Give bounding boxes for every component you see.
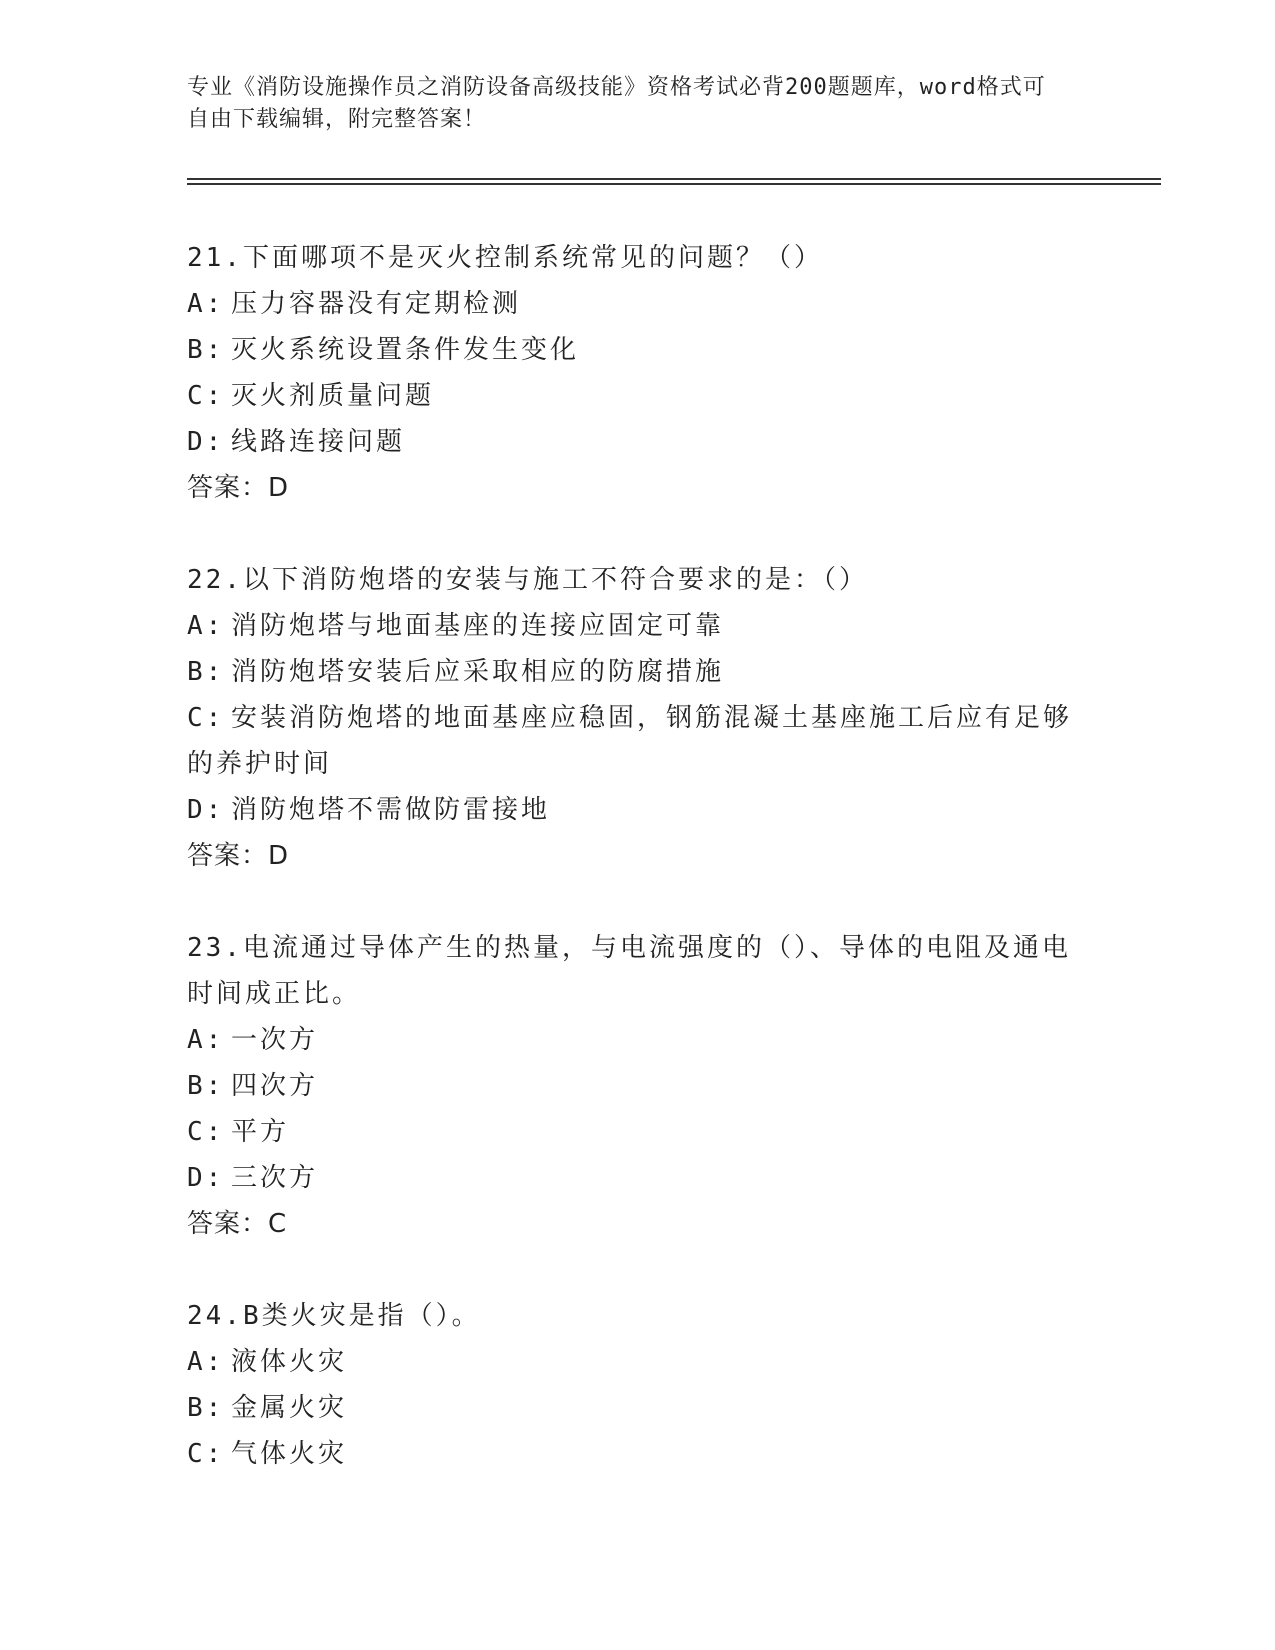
option-label: D: — [187, 427, 225, 457]
option-label: D: — [187, 795, 225, 825]
question-23 — [187, 925, 1087, 1247]
option-text: 灭火剂质量问题 — [231, 381, 435, 411]
option-label: B: — [187, 335, 225, 365]
question-text: 23.电流通过导体产生的热量，与电流强度的（）、导体的电阻及通电时间成正比。 — [187, 933, 1071, 1009]
option-label: B: — [187, 1071, 225, 1101]
option-text: 平方 — [231, 1117, 290, 1147]
option-d — [187, 419, 1087, 465]
question-text: 22.以下消防炮塔的安装与施工不符合要求的是：（） — [187, 565, 868, 595]
option-text: 一次方 — [231, 1025, 319, 1055]
option-text: 灭火系统设置条件发生变化 — [231, 335, 580, 365]
option-text: 消防炮塔不需做防雷接地 — [231, 795, 551, 825]
option-text: 气体火灾 — [231, 1439, 348, 1469]
answer: 答案：D — [187, 473, 290, 503]
answer: 答案：D — [187, 841, 290, 871]
option-d — [187, 787, 1087, 833]
question-list — [187, 235, 1087, 1523]
option-label: A: — [187, 1347, 225, 1377]
option-d — [187, 1155, 1087, 1201]
option-label: D: — [187, 1163, 225, 1193]
option-label: A: — [187, 611, 225, 641]
header-divider-top — [187, 178, 1161, 180]
question-text: 24.B类火灾是指（）。 — [187, 1301, 481, 1331]
option-a — [187, 1017, 1087, 1063]
option-text: 线路连接问题 — [231, 427, 406, 457]
option-b — [187, 327, 1087, 373]
header-divider-bottom — [187, 183, 1161, 185]
answer: 答案：C — [187, 1209, 288, 1239]
option-b — [187, 1063, 1087, 1109]
option-c — [187, 1109, 1087, 1155]
option-text: 金属火灾 — [231, 1393, 348, 1423]
option-label: B: — [187, 657, 225, 687]
question-22 — [187, 557, 1087, 879]
option-label: A: — [187, 1025, 225, 1055]
option-text: 消防炮塔安装后应采取相应的防腐措施 — [231, 657, 725, 687]
question-24 — [187, 1293, 1087, 1477]
option-text: 四次方 — [231, 1071, 319, 1101]
question-21 — [187, 235, 1087, 511]
option-label: C: — [187, 381, 225, 411]
option-c — [187, 1431, 1087, 1477]
option-text: 三次方 — [231, 1163, 319, 1193]
option-a — [187, 281, 1087, 327]
option-label: A: — [187, 289, 225, 319]
option-text: 安装消防炮塔的地面基座应稳固，钢筋混凝土基座施工后应有足够的养护时间 — [187, 703, 1073, 779]
question-text: 21.下面哪项不是灭火控制系统常见的问题？（） — [187, 243, 823, 273]
option-label: C: — [187, 1117, 225, 1147]
option-c — [187, 695, 1087, 787]
document-header — [187, 72, 1067, 136]
option-a — [187, 1339, 1087, 1385]
option-label: C: — [187, 1439, 225, 1469]
option-text: 压力容器没有定期检测 — [231, 289, 522, 319]
option-a — [187, 603, 1087, 649]
option-label: C: — [187, 703, 225, 733]
header-text: 专业《消防设施操作员之消防设备高级技能》资格考试必背200题题库，word格式可自由下载编辑，附完整答案！ — [187, 75, 1046, 132]
option-b — [187, 1385, 1087, 1431]
option-text: 消防炮塔与地面基座的连接应固定可靠 — [231, 611, 725, 641]
option-text: 液体火灾 — [231, 1347, 348, 1377]
option-b — [187, 649, 1087, 695]
option-label: B: — [187, 1393, 225, 1423]
option-c — [187, 373, 1087, 419]
